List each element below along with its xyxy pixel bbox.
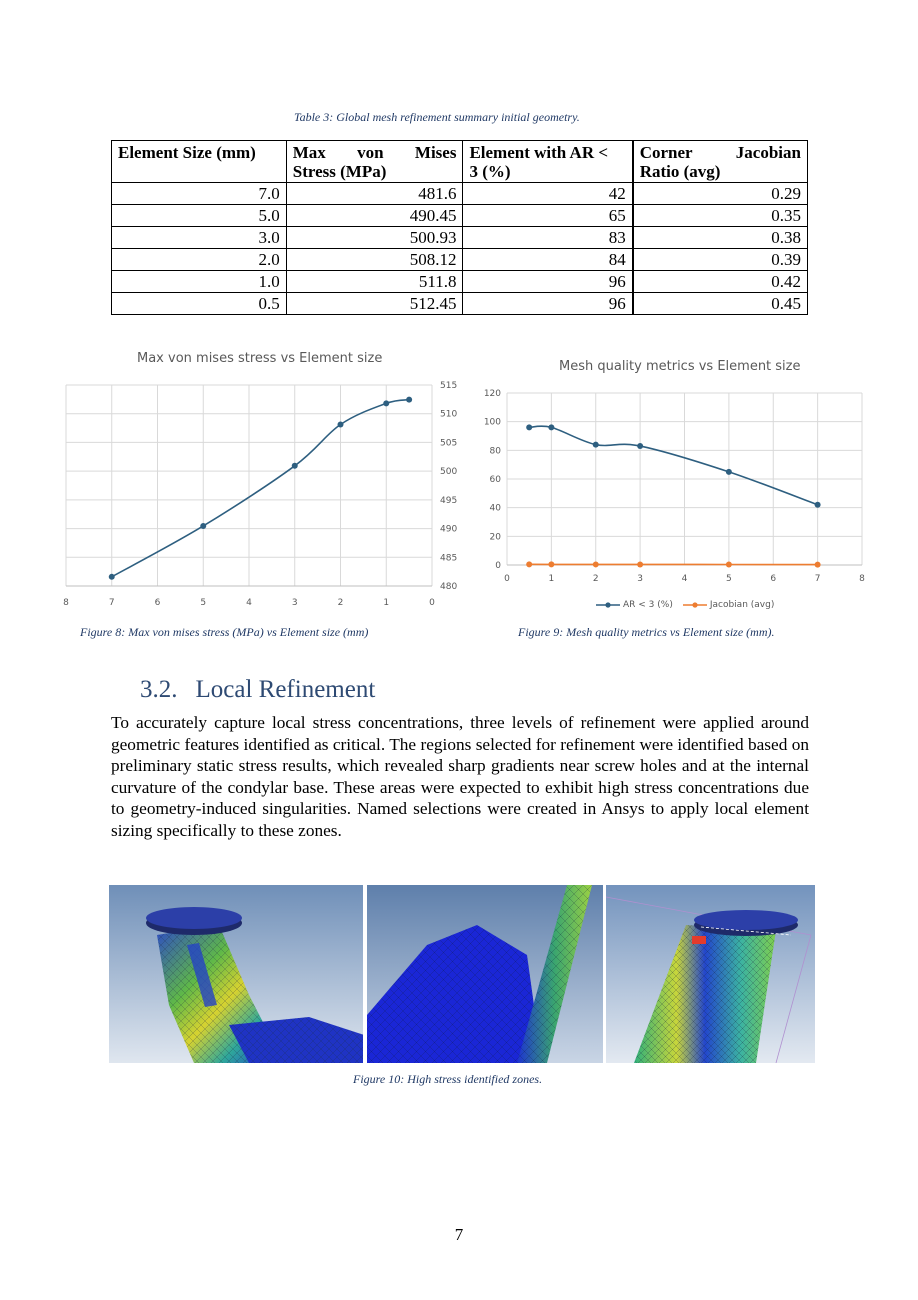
table-header-row — [112, 141, 808, 183]
y-tick-label: 510 — [440, 409, 458, 420]
x-tick-label: 0 — [504, 574, 510, 584]
header-element-size: Element Size (mm) — [112, 141, 287, 183]
table-cell: 500.93 — [286, 227, 463, 249]
data-point — [406, 397, 412, 403]
table-cell: 0.35 — [633, 205, 808, 227]
table-row — [112, 205, 808, 227]
table-cell: 0.5 — [112, 293, 287, 315]
fea-image-2 — [367, 885, 603, 1063]
x-tick-label: 6 — [770, 574, 777, 584]
data-point — [593, 561, 599, 567]
y-tick-label: 515 — [440, 381, 458, 391]
x-tick-label: 1 — [548, 574, 555, 584]
table-caption: Table 3: Global mesh refinement summary initial geometry. — [294, 110, 580, 124]
x-tick-label: 8 — [63, 598, 69, 608]
header-ar: Element with AR < 3 (%) — [463, 141, 633, 183]
data-point — [383, 400, 389, 406]
x-tick-label: 5 — [200, 598, 207, 608]
table-cell: 508.12 — [286, 249, 463, 271]
table-row — [112, 227, 808, 249]
y-tick-label: 485 — [440, 553, 458, 564]
x-tick-label: 2 — [592, 574, 599, 584]
y-tick-label: 495 — [440, 495, 458, 506]
data-point — [338, 422, 344, 428]
x-tick-label: 7 — [814, 574, 821, 584]
table-cell: 0.38 — [633, 227, 808, 249]
table-cell: 511.8 — [286, 271, 463, 293]
y-tick-label: 500 — [440, 467, 458, 478]
data-point — [526, 424, 532, 430]
page-number: 7 — [454, 1225, 464, 1244]
series-line-0 — [112, 400, 409, 577]
section-body: To accurately capture local stress concentrations, three levels of refinement were applied around geometric features identified as critical. The regions selected for refinement were identified based on preliminary static stress results, which revealed sharp gradients near screw holes and at the internal curvature of the condylar base. These areas were expected to exhibit high stress concentrations due to geometry-induced singularities. Named selections were created in Ansys to apply local element sizing specifically to these zones. — [111, 713, 809, 840]
y-tick-label: 0 — [495, 561, 501, 571]
stress-vs-element-size-chart — [60, 378, 458, 608]
header-max-stress: Max von Mises Stress (MPa) — [286, 141, 463, 183]
section-number: 3.2. — [140, 676, 178, 703]
table-cell: 96 — [463, 271, 633, 293]
x-tick-label: 5 — [726, 574, 732, 584]
table-cell: 0.42 — [633, 271, 808, 293]
x-tick-label: 6 — [154, 598, 161, 608]
mesh-quality-chart — [474, 384, 874, 594]
table-cell: 490.45 — [286, 205, 463, 227]
data-point — [200, 523, 206, 529]
data-point — [109, 574, 115, 580]
x-tick-label: 1 — [383, 598, 390, 608]
y-tick-label: 20 — [489, 532, 501, 543]
y-tick-label: 80 — [489, 446, 501, 457]
section-heading — [140, 676, 375, 704]
legend-jacobian-marker — [683, 601, 707, 609]
table-cell: 2.0 — [112, 249, 287, 271]
table-row — [112, 293, 808, 315]
data-point — [593, 442, 599, 448]
fea-image-3 — [606, 885, 815, 1063]
data-point — [815, 562, 821, 568]
legend-ar-marker — [596, 601, 620, 609]
x-tick-label: 4 — [681, 574, 688, 584]
legend-ar: AR < 3 (%) — [596, 600, 673, 610]
table-cell: 3.0 — [112, 227, 287, 249]
x-tick-label: 3 — [637, 574, 643, 584]
table-row — [112, 271, 808, 293]
y-tick-label: 60 — [489, 475, 501, 485]
data-point — [637, 443, 643, 449]
y-tick-label: 100 — [483, 417, 501, 428]
table-row — [112, 249, 808, 271]
x-tick-label: 0 — [429, 598, 435, 608]
x-tick-label: 8 — [859, 574, 865, 584]
legend-jacobian: Jacobian (avg) — [683, 600, 775, 610]
y-tick-label: 480 — [440, 582, 458, 592]
data-point — [637, 561, 643, 567]
table-row — [112, 183, 808, 205]
y-tick-label: 40 — [489, 503, 501, 514]
series-line-0 — [529, 426, 817, 505]
table-cell: 42 — [463, 183, 633, 205]
chart1-title: Max von mises stress vs Element size — [137, 351, 383, 366]
data-point — [292, 463, 298, 469]
fig8-caption: Figure 8: Max von mises stress (MPa) vs Element size (mm) — [80, 625, 369, 639]
data-point — [548, 561, 554, 567]
fig9-caption: Figure 9: Mesh quality metrics vs Element size (mm). — [518, 625, 775, 639]
y-tick-label: 120 — [483, 389, 501, 399]
x-tick-label: 4 — [246, 598, 252, 608]
x-tick-label: 7 — [108, 598, 115, 608]
table-cell: 96 — [463, 293, 633, 315]
data-point — [726, 561, 732, 567]
x-tick-label: 2 — [337, 598, 344, 608]
table-cell: 84 — [463, 249, 633, 271]
table-cell: 7.0 — [112, 183, 287, 205]
table-cell: 0.45 — [633, 293, 808, 315]
fig10-caption: Figure 10: High stress identified zones. — [353, 1072, 543, 1086]
table-cell: 5.0 — [112, 205, 287, 227]
table-cell: 512.45 — [286, 293, 463, 315]
data-point — [526, 561, 532, 567]
x-tick-label: 3 — [291, 598, 298, 608]
table-cell: 0.29 — [633, 183, 808, 205]
chart2-title: Mesh quality metrics vs Element size — [559, 359, 801, 374]
y-tick-label: 505 — [440, 438, 458, 449]
mesh-refinement-table — [111, 140, 808, 315]
y-tick-label: 490 — [440, 524, 458, 535]
data-point — [548, 424, 554, 430]
data-point — [726, 469, 732, 475]
header-jacobian: Corner Jacobian Ratio (avg) — [633, 141, 808, 183]
table-cell: 0.39 — [633, 249, 808, 271]
fea-image-1 — [109, 885, 363, 1063]
table-cell: 83 — [463, 227, 633, 249]
table-cell: 1.0 — [112, 271, 287, 293]
data-point — [815, 502, 821, 508]
table-cell: 481.6 — [286, 183, 463, 205]
chart2-legend — [596, 600, 774, 610]
table-cell: 65 — [463, 205, 633, 227]
section-title: Local Refinement — [195, 676, 376, 703]
